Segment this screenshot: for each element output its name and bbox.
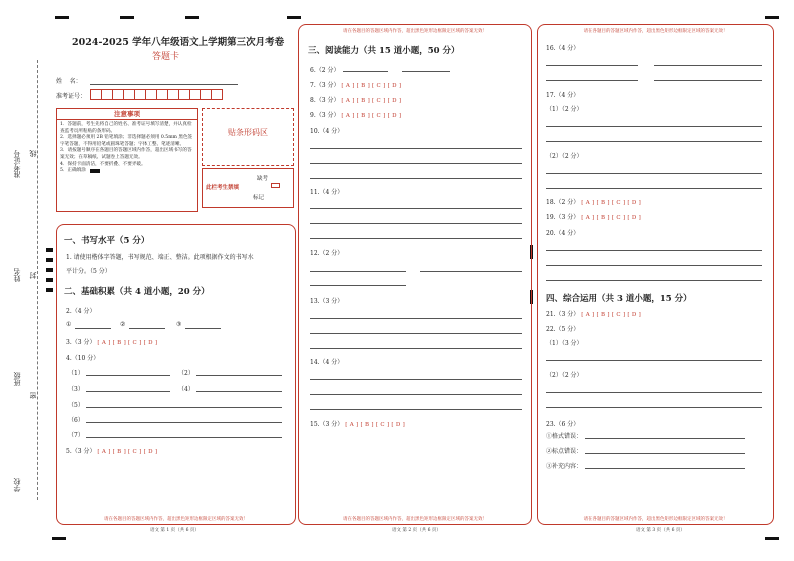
q15-options[interactable]: [ A ] [ B ] [ C ] [ D ]: [345, 422, 406, 428]
answer-line[interactable]: [310, 348, 522, 349]
q9-options[interactable]: [ A ] [ B ] [ C ] [ D ]: [341, 113, 402, 119]
notice-item: 1．答题前，考生先将自己的姓名、准考证号填写清楚，并认真检查监考员所粘贴的条形码。: [60, 122, 192, 134]
timing-mark: [52, 537, 66, 540]
timing-mark: [46, 288, 53, 292]
q4-item: （4）: [178, 386, 194, 393]
timing-mark: [185, 16, 199, 19]
answer-line[interactable]: [185, 328, 221, 329]
q10-label: 10.（4 分）: [310, 128, 344, 135]
q21-options[interactable]: [ A ] [ B ] [ C ] [ D ]: [581, 312, 642, 318]
answer-line[interactable]: [310, 208, 522, 209]
binding-school: 学校: [13, 478, 21, 492]
notice-item: 2．选择题必须用 2B 铅笔填涂；非选择题必须用 0.5mm 黑色签字笔答题，不得用铅笔或圆珠笔答题；字体工整、笔迹清晰。: [60, 135, 193, 147]
absent-label: 此栏考生禁填: [206, 185, 240, 191]
q4-item: （1）: [68, 370, 84, 377]
page-footer: 语文 第 3 页（共 6 页）: [636, 528, 685, 533]
answer-line[interactable]: [86, 422, 282, 423]
answer-line[interactable]: [654, 65, 762, 66]
q4-item: （7）: [68, 432, 84, 439]
timing-mark: [765, 16, 779, 19]
answer-line[interactable]: [585, 468, 745, 469]
q2-label: 2.（4 分）: [66, 308, 96, 315]
timing-mark: [46, 248, 53, 252]
q7-label: 7.（3 分） [ A ] [ B ] [ C ] [ D ]: [310, 82, 402, 89]
answer-line[interactable]: [310, 285, 406, 286]
answer-line[interactable]: [546, 80, 638, 81]
page-footer: 语文 第 1 页（共 6 页）: [150, 528, 199, 533]
answer-line[interactable]: [310, 271, 406, 272]
section-1-title: 一、书写水平（5 分）: [64, 236, 150, 246]
exam-no-digit-box[interactable]: [211, 89, 223, 100]
q22-2-label: （2）（2 分）: [546, 372, 583, 379]
q7-options[interactable]: [ A ] [ B ] [ C ] [ D ]: [341, 83, 402, 89]
notice-item: 5．正确填涂: [60, 168, 86, 174]
barcode-label: 贴条形码区: [228, 128, 268, 137]
warning-text: 请在各题目的答题区域内作答，超出黑色矩形边框限定区域的答案无效！: [583, 29, 728, 34]
answer-line[interactable]: [86, 407, 282, 408]
q19-options[interactable]: [ A ] [ B ] [ C ] [ D ]: [581, 215, 642, 221]
answer-line[interactable]: [310, 394, 522, 395]
exam-no-boxes[interactable]: [90, 89, 222, 100]
q17-label: 17.（4 分）: [546, 92, 580, 99]
answer-line[interactable]: [402, 71, 450, 72]
page-subtitle: 答题卡: [152, 52, 180, 62]
answer-line[interactable]: [654, 80, 762, 81]
q20-label: 20.（4 分）: [546, 230, 580, 237]
answer-line[interactable]: [86, 391, 170, 392]
answer-line[interactable]: [86, 375, 170, 376]
absent-box: [202, 168, 294, 208]
q21-label: 21.（3 分） [ A ] [ B ] [ C ] [ D ]: [546, 311, 642, 318]
q2-a: ①: [66, 321, 72, 328]
answer-line[interactable]: [546, 65, 638, 66]
answer-line[interactable]: [310, 148, 522, 149]
q14-label: 14.（4 分）: [310, 359, 344, 366]
q6-label: 6.（2 分）: [310, 67, 340, 74]
answer-line[interactable]: [546, 126, 762, 127]
page-footer: 语文 第 2 页（共 6 页）: [392, 528, 441, 533]
answer-line[interactable]: [546, 173, 762, 174]
q15-label: 15.（3 分） [ A ] [ B ] [ C ] [ D ]: [310, 421, 406, 428]
notice-box: [56, 108, 198, 212]
binding-name: 姓名: [13, 268, 21, 282]
q5-label: 5.（3 分） [ A ] [ B ] [ C ] [ D ]: [66, 448, 158, 455]
q22-label: 22.（5 分）: [546, 326, 580, 333]
answer-line[interactable]: [310, 223, 522, 224]
q22-1-label: （1）（3 分）: [546, 340, 583, 347]
answer-line[interactable]: [546, 360, 762, 361]
q8-options[interactable]: [ A ] [ B ] [ C ] [ D ]: [341, 98, 402, 104]
q3-options[interactable]: [ A ] [ B ] [ C ] [ D ]: [97, 340, 158, 346]
q11-label: 11.（4 分）: [310, 189, 344, 196]
q18-options[interactable]: [ A ] [ B ] [ C ] [ D ]: [581, 200, 642, 206]
answer-line[interactable]: [585, 453, 745, 454]
answer-line[interactable]: [310, 379, 522, 380]
q4-item: （2）: [178, 370, 194, 377]
warning-text: 请在各题目的答题区域内作答，超出黑色矩形边框限定区域的答案无效！: [343, 517, 487, 522]
timing-mark: [120, 16, 134, 19]
q8-label: 8.（3 分） [ A ] [ B ] [ C ] [ D ]: [310, 97, 402, 104]
answer-line[interactable]: [546, 188, 762, 189]
notice-item: 4．保持卡面清洁，不要折叠、不要弄破。: [60, 161, 146, 167]
q4-label: 4.（10 分）: [66, 355, 100, 362]
notice-item: 3．请按题号顺序在各题目的答题区域内作答，超出区域书写的答案无效；在草稿纸、试题卷上答题无效。: [60, 148, 192, 160]
answer-line[interactable]: [546, 407, 762, 408]
binding-mi: 密: [29, 392, 37, 399]
q2-c: ③: [176, 321, 182, 328]
name-field[interactable]: [90, 84, 238, 85]
q17-2-label: （2）（2 分）: [546, 153, 583, 160]
section-3-title: 三、阅读能力（共 15 道小题，50 分）: [308, 46, 460, 56]
answer-line[interactable]: [196, 391, 282, 392]
section-2-title: 二、基础积累（共 4 道小题，20 分）: [64, 287, 210, 297]
answer-line[interactable]: [585, 438, 745, 439]
q23-1-label: ①格式错误：: [546, 433, 583, 440]
answer-line[interactable]: [310, 178, 522, 179]
q18-label: 18.（2 分） [ A ] [ B ] [ C ] [ D ]: [546, 199, 642, 206]
timing-mark: [765, 537, 779, 540]
name-label: 姓 名：: [56, 78, 82, 85]
answer-line[interactable]: [75, 328, 111, 329]
q1-text: 平计分。（5 分）: [66, 268, 111, 275]
answer-line[interactable]: [129, 328, 165, 329]
binding-zkzh: 准考证号: [13, 150, 21, 178]
section-4-title: 四、综合运用（共 3 道小题，15 分）: [546, 294, 692, 304]
binding-line: [37, 60, 38, 500]
q13-label: 13.（3 分）: [310, 298, 344, 305]
filled-mark-icon: [90, 169, 100, 173]
binding-class: 班级: [13, 372, 21, 386]
timing-mark: [55, 16, 69, 19]
q16-label: 16.（4 分）: [546, 45, 580, 52]
q17-1-label: （1）（2 分）: [546, 106, 583, 113]
q23-label: 23.（6 分）: [546, 421, 580, 428]
timing-mark: [46, 268, 53, 272]
answer-line[interactable]: [310, 318, 522, 319]
warning-text: 请在各题目的答题区域内作答，超出黑色矩形边框限定区域的答案无效！: [583, 517, 728, 522]
absent-text: 标记: [253, 195, 265, 201]
exam-no-label: 准考证号：: [56, 93, 87, 100]
warning-text: 请在各题目的答题区域内作答，超出黑色矩形边框限定区域的答案无效！: [104, 517, 248, 522]
q19-label: 19.（3 分） [ A ] [ B ] [ C ] [ D ]: [546, 214, 642, 221]
answer-line[interactable]: [310, 409, 522, 410]
answer-line[interactable]: [196, 375, 282, 376]
answer-line[interactable]: [546, 141, 762, 142]
q5-options[interactable]: [ A ] [ B ] [ C ] [ D ]: [97, 449, 158, 455]
q4-item: （5）: [68, 402, 84, 409]
q3-label: 3.（3 分） [ A ] [ B ] [ C ] [ D ]: [66, 339, 158, 346]
answer-line[interactable]: [420, 271, 522, 272]
timing-mark: [46, 278, 53, 282]
timing-mark: [287, 16, 301, 19]
q23-3-label: ③补充内容：: [546, 463, 583, 470]
answer-line[interactable]: [310, 238, 522, 239]
binding-xian: 线: [29, 150, 37, 157]
page-title: 2024-2025 学年八年级语文上学期第三次月考卷: [72, 37, 285, 48]
q23-2-label: ②标点错误：: [546, 448, 583, 455]
answer-line[interactable]: [86, 437, 282, 438]
answer-line[interactable]: [310, 163, 522, 164]
q1-text: 1. 请使用楷体字答题，书写规范、端正、整洁。此项根据作文的书写水: [66, 254, 254, 261]
answer-line[interactable]: [546, 392, 762, 393]
barcode-area: [202, 108, 294, 166]
q4-item: （6）: [68, 417, 84, 424]
answer-line[interactable]: [546, 280, 762, 281]
q9-label: 9.（3 分） [ A ] [ B ] [ C ] [ D ]: [310, 112, 402, 119]
absent-text: 缺考: [257, 176, 269, 182]
q2-b: ②: [120, 321, 126, 328]
timing-mark: [46, 258, 53, 262]
answer-line[interactable]: [546, 265, 762, 266]
answer-line[interactable]: [343, 71, 388, 72]
q12-label: 12.（2 分）: [310, 250, 344, 257]
q4-item: （3）: [68, 386, 84, 393]
notice-title: 注意事项: [57, 109, 197, 120]
answer-line[interactable]: [546, 250, 762, 251]
binding-feng: 封: [29, 272, 37, 279]
absent-checkbox[interactable]: [271, 183, 280, 188]
answer-line[interactable]: [310, 333, 522, 334]
warning-text: 请在各题目的答题区域内作答，超出黑色矩形边框限定区域的答案无效！: [343, 29, 487, 34]
